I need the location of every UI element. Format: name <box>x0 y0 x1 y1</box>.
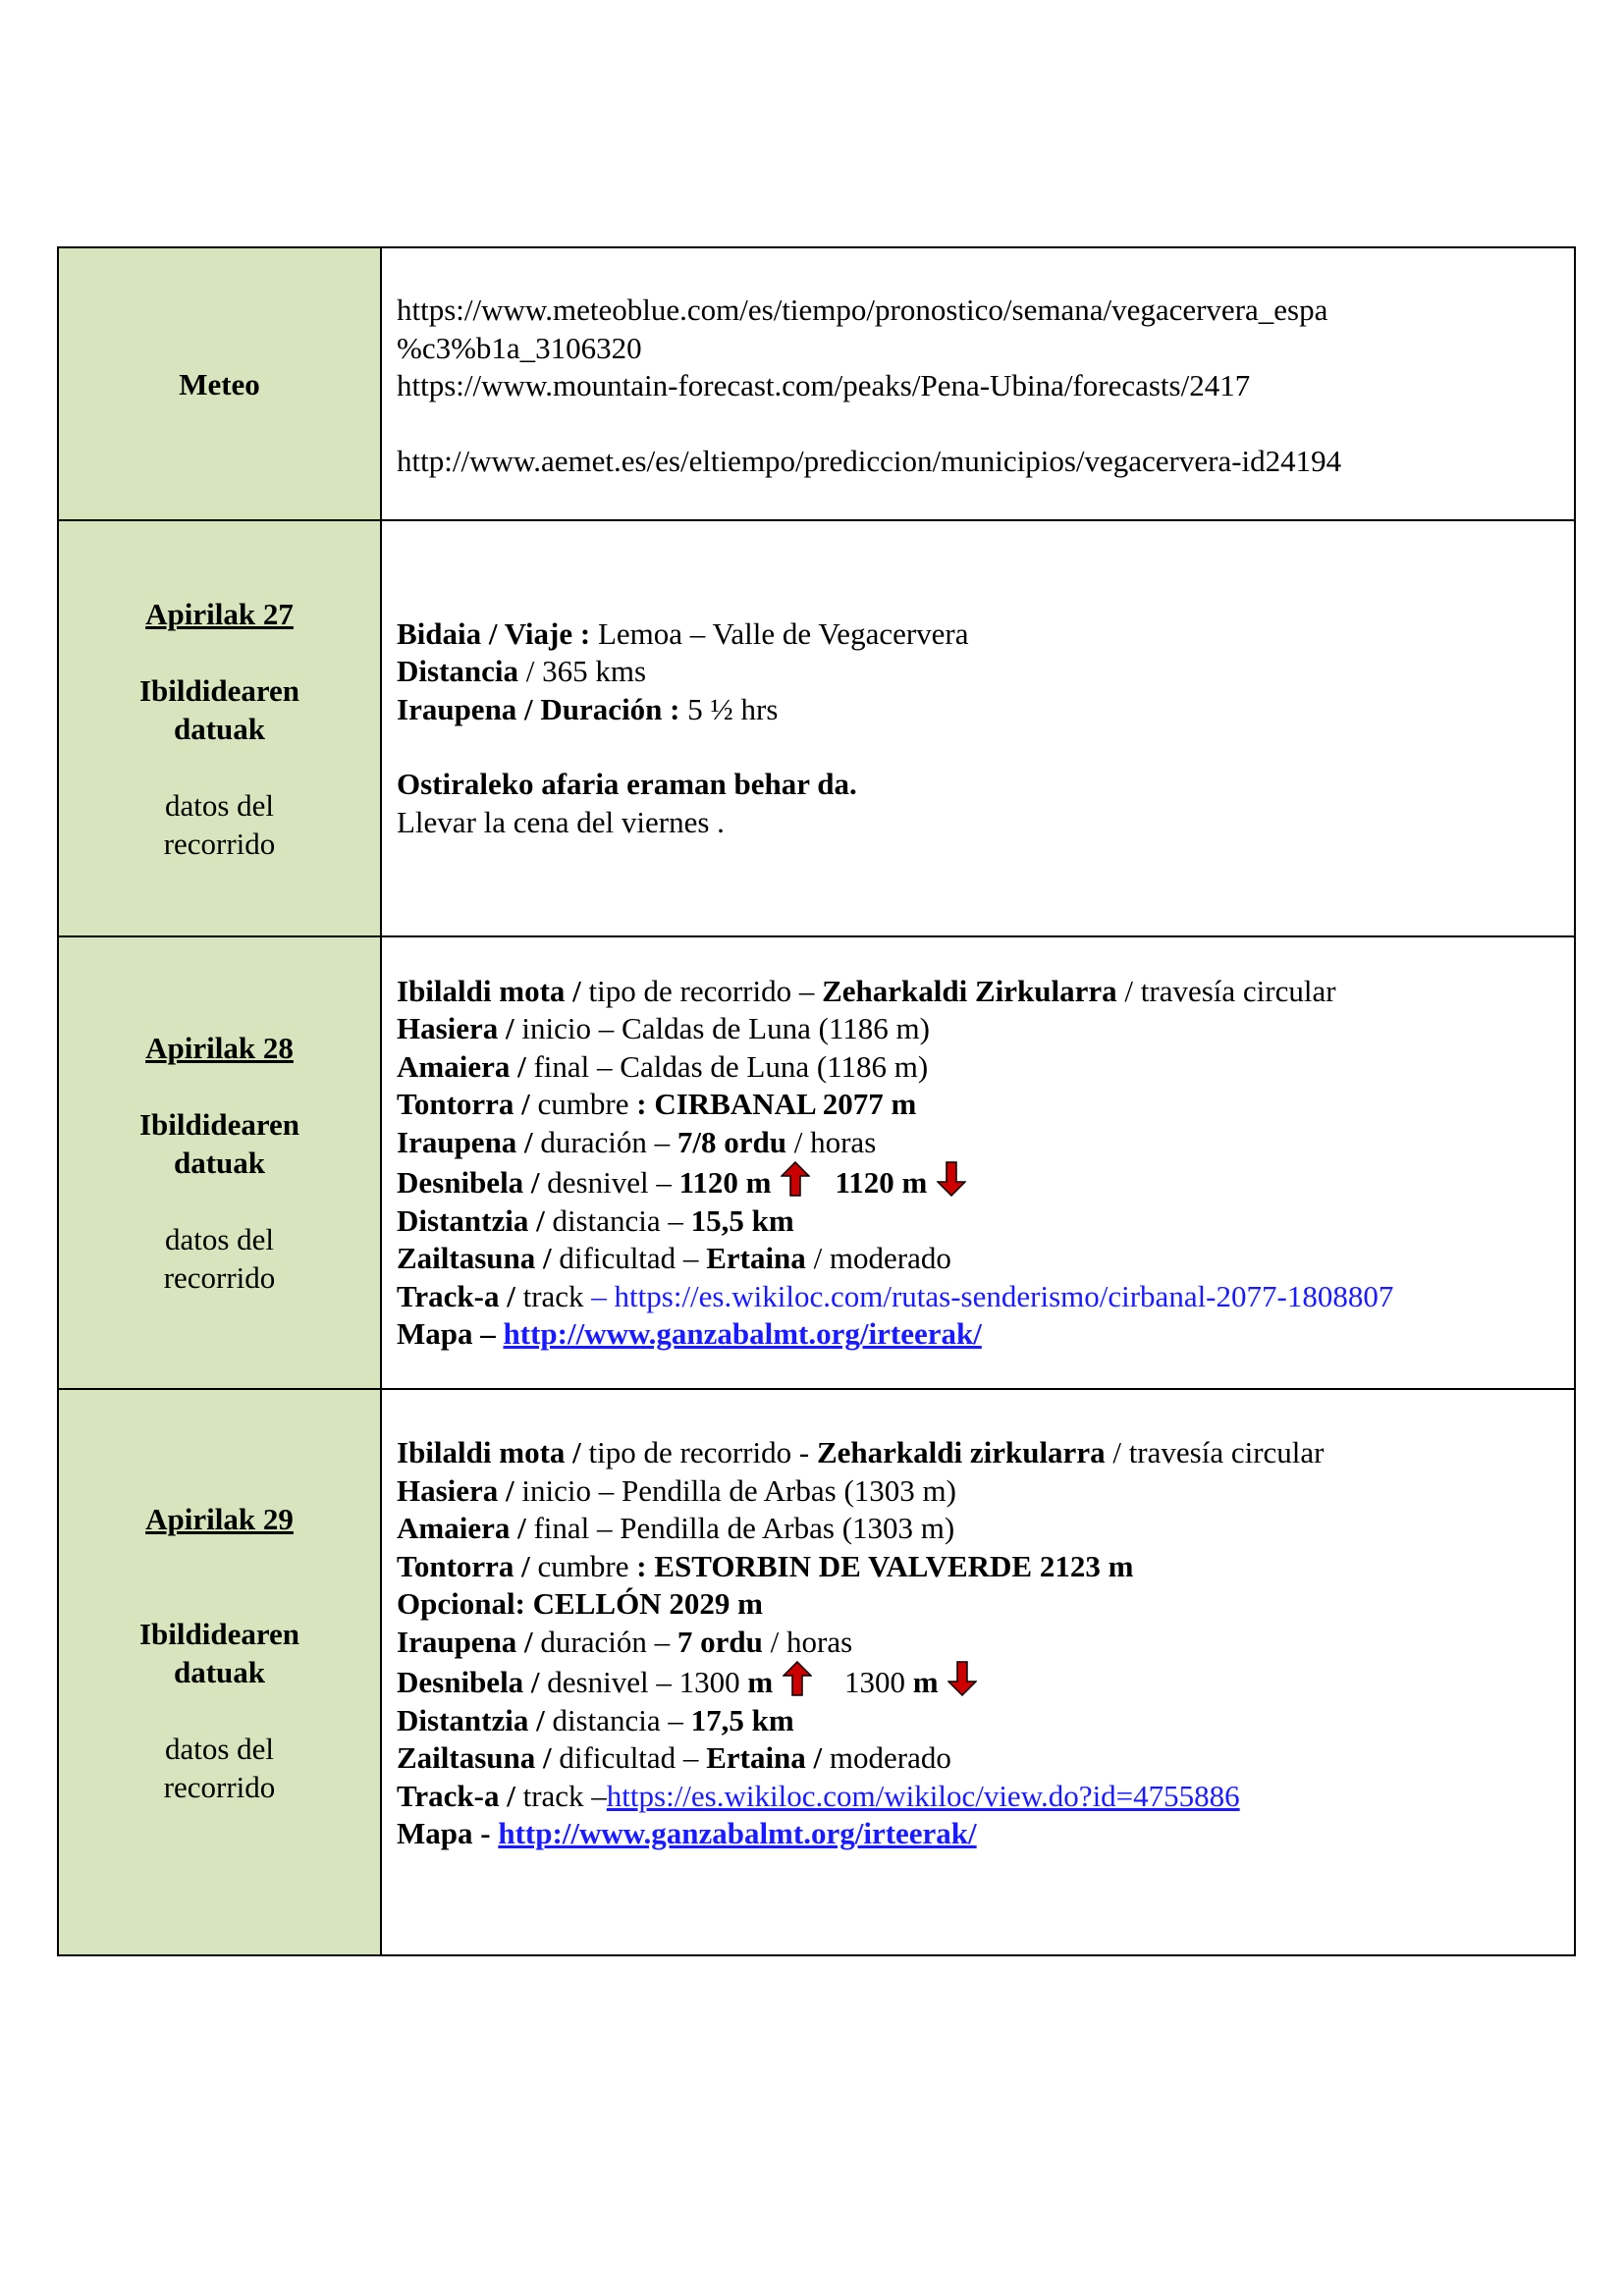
day27-label-cell <box>58 520 381 936</box>
day27-travel: Bidaia / Viaje : Lemoa – Valle de Vegacervera <box>397 615 969 651</box>
day29-end: Amaiera / final – Pendilla de Arbas (1303 m) <box>397 1511 955 1546</box>
meteoblue-link-line1[interactable]: https://www.meteoblue.com/es/tiempo/pronostico/semana/vegacervera_espa <box>397 293 1328 327</box>
arrow-down-icon <box>937 1161 966 1197</box>
day29-map: Mapa - http://www.ganzabalmt.org/irteerak/ <box>397 1816 977 1851</box>
arrow-up-icon <box>783 1661 812 1696</box>
day28-track: Track-a / track – https://es.wikiloc.com/rutas-senderismo/cirbanal-2077-1808807 <box>397 1278 1394 1313</box>
day28-label-cell <box>58 936 381 1389</box>
day27-date: Apirilak 27 <box>145 596 294 631</box>
day29-distance: Distantzia / distancia – 17,5 km <box>397 1702 794 1737</box>
day28-row <box>58 936 1575 1389</box>
day29-label-cell <box>58 1389 381 1955</box>
itinerary-table <box>57 246 1576 1956</box>
day28-start: Hasiera / inicio – Caldas de Luna (1186 m) <box>397 1011 930 1045</box>
aemet-link[interactable]: http://www.aemet.es/es/eltiempo/prediccion/municipios/vegacervera-id24194 <box>397 443 1342 478</box>
day28-map-link[interactable]: http://www.ganzabalmt.org/irteerak/ <box>503 1316 982 1351</box>
day29-label-eu: Ibildidearen datuak <box>138 1616 300 1689</box>
day29-track-link[interactable]: https://es.wikiloc.com/wikiloc/view.do?id=4755886 <box>606 1778 1240 1813</box>
day28-difficulty: Zailtasuna / dificultad – Ertaina / moderado <box>397 1241 951 1275</box>
day28-date: Apirilak 28 <box>145 1031 294 1065</box>
arrow-down-icon <box>947 1661 977 1696</box>
day29-summit: Tontorra / cumbre : ESTORBIN DE VALVERDE 2123 m <box>397 1548 1134 1583</box>
day29-optional: Opcional: CELLÓN 2029 m <box>397 1586 763 1622</box>
day29-map-link[interactable]: http://www.ganzabalmt.org/irteerak/ <box>498 1816 977 1851</box>
day28-end: Amaiera / final – Caldas de Luna (1186 m) <box>397 1048 929 1084</box>
meteo-links-cell <box>381 247 1575 520</box>
meteo-label-cell <box>58 247 381 520</box>
day29-track: Track-a / track –https://es.wikiloc.com/wikiloc/view.do?id=4755886 <box>397 1778 1240 1813</box>
day29-row <box>58 1389 1575 1955</box>
day29-duration: Iraupena / duración – 7 ordu / horas <box>397 1624 853 1659</box>
day28-elevation: Desnibela / desnivel – 1120 m 1120 m <box>397 1161 1564 1202</box>
day27-details-cell <box>381 520 1575 936</box>
day28-distance: Distantzia / distancia – 15,5 km <box>397 1202 794 1238</box>
day29-difficulty: Zailtasuna / dificultad – Ertaina / moderado <box>397 1740 951 1776</box>
mountain-forecast-link[interactable]: https://www.mountain-forecast.com/peaks/Pena-Ubina/forecasts/2417 <box>397 368 1251 402</box>
day27-note-es: Llevar la cena del viernes . <box>397 804 725 839</box>
day27-duration: Iraupena / Duración : 5 ½ hrs <box>397 691 779 726</box>
day29-elevation: Desnibela / desnivel – 1300 m 1300 m <box>397 1661 1564 1702</box>
day27-label-es: datos del recorrido <box>163 787 276 861</box>
day27-label-eu: Ibildidearen datuak <box>138 672 300 746</box>
day28-map: Mapa – http://www.ganzabalmt.org/irteerak/ <box>397 1316 982 1351</box>
day29-start: Hasiera / inicio – Pendilla de Arbas (1303 m) <box>397 1472 956 1508</box>
day29-details-cell <box>381 1389 1575 1955</box>
meteo-row <box>58 247 1575 520</box>
day27-note-eu: Ostiraleko afaria eraman behar da. <box>397 767 857 802</box>
day29-date: Apirilak 29 <box>145 1501 294 1536</box>
meteo-label: Meteo <box>179 366 260 401</box>
day28-label-es: datos del recorrido <box>163 1222 276 1295</box>
arrow-up-icon <box>781 1161 810 1197</box>
day28-track-link[interactable]: – https://es.wikiloc.com/rutas-senderismo/cirbanal-2077-1808807 <box>591 1278 1394 1313</box>
day29-type: Ibilaldi mota / tipo de recorrido - Zeharkaldi zirkularra / travesía circular <box>397 1435 1325 1470</box>
day28-duration: Iraupena / duración – 7/8 ordu / horas <box>397 1124 877 1159</box>
day27-distance: Distancia / 365 kms <box>397 654 647 689</box>
meteoblue-link-line2[interactable]: %c3%b1a_3106320 <box>397 330 642 365</box>
day28-label-eu: Ibildidearen datuak <box>138 1107 300 1180</box>
day28-type: Ibilaldi mota / tipo de recorrido – Zeharkaldi Zirkularra / travesía circular <box>397 973 1336 1008</box>
day29-label-es: datos del recorrido <box>163 1731 276 1804</box>
day28-details-cell <box>381 936 1575 1389</box>
day27-row <box>58 520 1575 936</box>
day28-summit: Tontorra / cumbre : CIRBANAL 2077 m <box>397 1087 917 1121</box>
